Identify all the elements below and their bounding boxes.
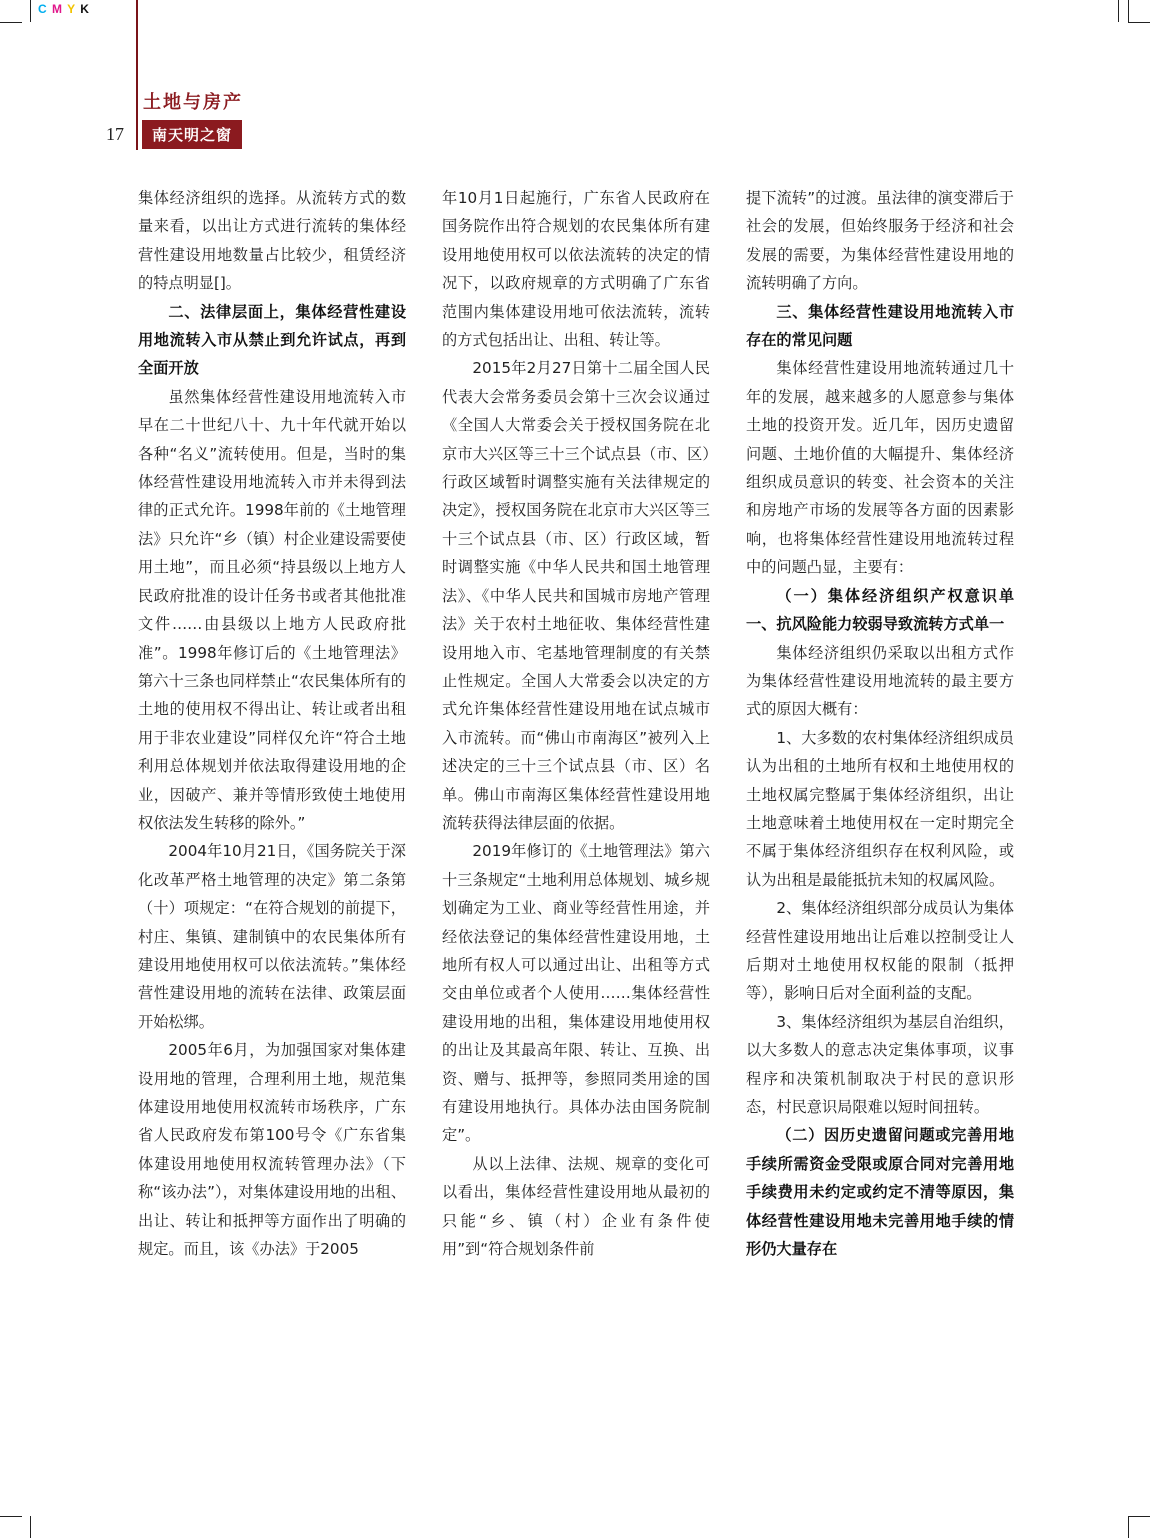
section-heading: 三、集体经营性建设用地流转入市存在的常见问题 (746, 302, 1014, 350)
body-paragraph: 2015年2月27日第十二届全国人民代表大会常务委员会第十三次会议通过《全国人大常委会关于授权国务院在北京市大兴区等三十三个试点县（市、区）行政区域暂时调整实施有关法律规定的决定》，授权国务院在北京市大兴区等三十三个试点县（市、区）行政区域，暂时调整实施《中华人民共和国土地管理法》、《中华人民共和国城市房地产管理法》关于农村土地征收、集体经营性建设用地入市、宅基地管理制度的有关禁止性规定。全国人大常委会以决定的方式允许集体经营性建设用地在试点城市入市流转。而“佛山市南海区”被列入上述决定的三十三个试点县（市、区）名单。佛山市南海区集体经营性建设用地流转获得法律层面的依据。 (442, 359, 710, 832)
crop-mark (30, 0, 31, 22)
crop-mark (1118, 0, 1119, 22)
body-paragraph: 2019年修订的《土地管理法》第六十三条规定“土地利用总体规划、城乡规划确定为工业、商业等经营性用途，并经依法登记的集体经营性建设用地，土地所有权人可以通过出让、出租等方式交由单位或者个人使用……集体经营性建设用地的出租，集体建设用地使用权的出让及其最高年限、转让、互换、出资、赠与、抵押等，参照同类用途的国有建设用地执行。具体办法由国务院制定”。 (442, 842, 710, 1145)
crop-mark (1128, 1516, 1150, 1517)
text-column-2 (442, 184, 710, 1263)
body-paragraph: 年10月1日起施行，广东省人民政府在国务院作出符合规划的农民集体所有建设用地使用权可以依法流转的决定的情况下，以政府规章的方式明确了广东省范围内集体建设用地可依法流转，流转的方式包括出让、出租、转让等。 (442, 189, 710, 350)
section-heading: （二）因历史遗留问题或完善用地手续所需资金受限或原合同对完善用地手续费用未约定或约定不清等原因，集体经营性建设用地未完善用地手续的情形仍大量存在 (746, 1126, 1014, 1259)
body-paragraph: 1、大多数的农村集体经济组织成员认为出租的土地所有权和土地使用权的土地权属完整属于集体经济组织，出让土地意味着土地使用权在一定时期完全不属于集体经济组织存在权利风险，或认为出租是最能抵抗未知的权属风险。 (746, 728, 1014, 889)
text-column-1 (138, 184, 406, 1263)
column-badge: 南天明之窗 (142, 120, 242, 149)
body-paragraph: 虽然集体经营性建设用地流转入市早在二十世纪八十、九十年代就开始以各种“名义”流转使用。但是，当时的集体经营性建设用地流转入市并未得到法律的正式允许。1998年前的《土地管理法》只允许“乡（镇）村企业建设需要使用土地”，而且必须“持县级以上地方人民政府批准的设计任务书或者其他批准文件……由县级以上地方人民政府批准”。1998年修订后的《土地管理法》第六十三条也同样禁止“农民集体所有的土地的使用权不得出让、转让或者出租用于非农业建设”同样仅允许“符合土地利用总体规划并依法取得建设用地的企业，因破产、兼并等情形致使土地使用权依法发生转移的除外。” (138, 387, 406, 832)
body-paragraph: 集体经济组织仍采取以出租方式作为集体经营性建设用地流转的最主要方式的原因大概有： (746, 643, 1014, 719)
body-paragraph: 3、集体经济组织为基层自治组织，以大多数人的意志决定集体事项，议事程序和决策机制取决于村民的意识形态，村民意识局限难以短时间扭转。 (746, 1012, 1014, 1116)
header-rule (136, 0, 138, 150)
body-paragraph: 2005年6月，为加强国家对集体建设用地的管理，合理利用土地，规范集体建设用地使用权流转市场秩序，广东省人民政府发布第100号令《广东省集体建设用地使用权流转管理办法》（下称“该办法”），对集体建设用地的出租、出让、转让和抵押等方面作出了明确的规定。而且，该《办法》于2005 (138, 1041, 406, 1259)
crop-mark (0, 1516, 22, 1517)
section-heading: （一）集体经济组织产权意识单一、抗风险能力较弱导致流转方式单一 (746, 586, 1014, 634)
body-paragraph: 2、集体经济组织部分成员认为集体经营性建设用地出让后难以控制受让人后期对土地使用权权能的限制（抵押等），影响日后对全面利益的支配。 (746, 899, 1014, 1003)
crop-mark (1128, 22, 1150, 23)
crop-mark (1128, 1516, 1129, 1538)
page-number: 17 (106, 124, 124, 144)
cmyk-print-mark: C M Y K (38, 2, 90, 16)
crop-mark (0, 22, 22, 23)
section-heading: 二、法律层面上，集体经营性建设用地流转入市从禁止到允许试点，再到全面开放 (138, 302, 406, 378)
body-paragraph: 集体经济组织的选择。从流转方式的数量来看，以出让方式进行流转的集体经营性建设用地数量占比较少，租赁经济的特点明显[]。 (138, 189, 406, 293)
body-paragraph: 集体经营性建设用地流转通过几十年的发展，越来越多的人愿意参与集体土地的投资开发。近几年，因历史遗留问题、土地价值的大幅提升、集体经济组织成员意识的转变、社会资本的关注和房地产市场的发展等各方面的因素影响，也将集体经营性建设用地流转过程中的问题凸显，主要有： (746, 359, 1014, 577)
body-paragraph: 从以上法律、法规、规章的变化可以看出，集体经营性建设用地从最初的只能“乡、镇（村）企业有条件使用”到“符合规划条件前 (442, 1154, 710, 1259)
body-paragraph: 2004年10月21日，《国务院关于深化改革严格土地管理的决定》第二条第（十）项规定：“在符合规划的前提下，村庄、集镇、建制镇中的农民集体所有建设用地使用权可以依法流转。”集体经营性建设用地的流转在法律、政策层面开始松绑。 (138, 842, 406, 1031)
body-paragraph: 提下流转”的过渡。虽法律的演变滞后于社会的发展，但始终服务于经济和社会发展的需要，为集体经营性建设用地的流转明确了方向。 (746, 189, 1014, 293)
section-title: 土地与房产 (143, 92, 243, 113)
crop-mark (1128, 0, 1129, 22)
text-column-3 (746, 184, 1014, 1263)
crop-mark (30, 1516, 31, 1538)
